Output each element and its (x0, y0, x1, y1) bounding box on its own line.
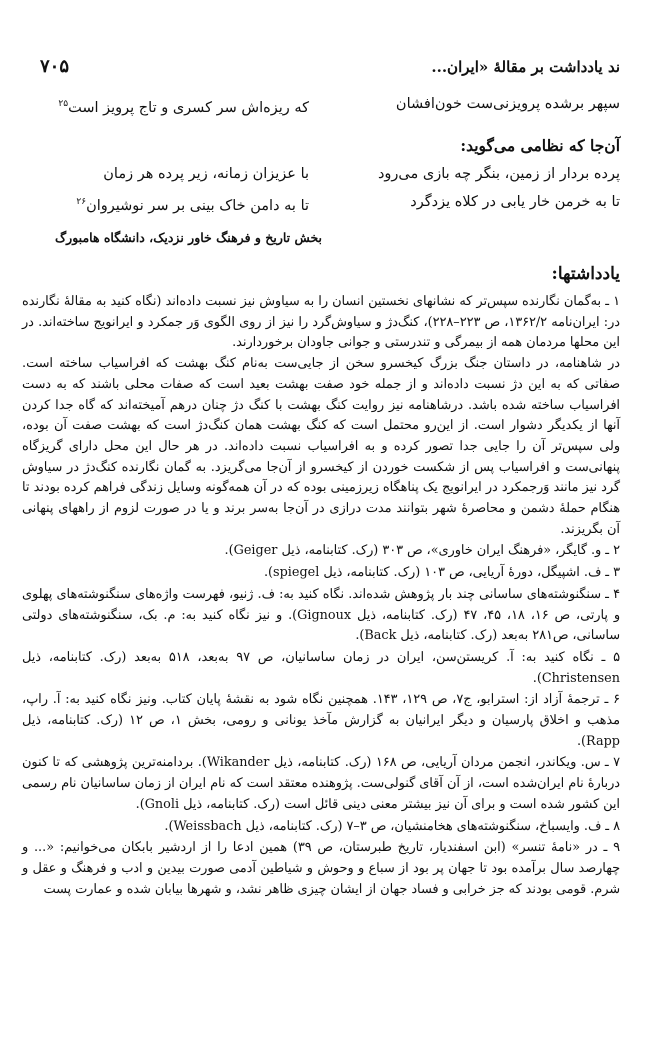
page-header (40, 56, 620, 77)
couplet (22, 192, 620, 216)
running-title: ند یادداشت بر مقالۀ «ایران... (431, 58, 620, 76)
footnote-paragraph: ۶ ـ ترجمۀ آزاد از: استرابو، ج۷، ص ۱۲۹، ۱۴۳. همچنین نگاه شود به نقشۀ پایان کتاب. ونیز نگاه کنید به: آ. راپ، مذهب و اخلاق پارسیان و دیگر ایرانیان به گزارش مآخذ یونانی و رومی، بخش ۱، ص ۱۲ (رک. کتابنامه، ذیل Rapp). (22, 692, 620, 749)
footnote-ref: ۲۵ (58, 99, 69, 109)
page-number: ۷۰۵ (40, 56, 70, 77)
hemistich-left (22, 192, 309, 216)
footnote-paragraph: ۱ ـ به‌گمان نگارنده سپس‌تر که نشانهای نخستین انسان را به سیاوش نیز نسبت داده‌اند (نگاه کنید به مقالۀ نگارنده در: ایران‌نامه ۱۳۶۲/۲، ص ۲۲۳–۲۲۸)، کنگ‌دژ و سیاوش‌گرد را نیز از روی الگوی وَر جمکرد و ایرانویج ساخته‌اند. در این محلها مردمان همه از بیمرگی و تندرستی و جوانی جاودان برخوردارند. (22, 294, 620, 351)
hemistich-left-text: تا به دامن خاک بینی بر سر نوشیروان (86, 197, 310, 214)
footnote-paragraph: ۹ ـ در «نامۀ تنسر» (ابن اسفندیار، تاریخ طبرستان، ص ۳۹) همین ادعا را از اردشیر بابکان می‌خوانیم: «... و چهارصد سال برآمده بود تا جهان پر بود از سباع و وحوش و شیاطین آدمی صورت بیدین و ادب و فرهنگ و عقل و شرم. قومی بودند که جز خرابی و فساد جهان از ایشان چیزی ظاهر نشد، و شهرها بیابان شده و عمارت پست (22, 840, 620, 897)
footnote-item (22, 541, 620, 562)
hemistich-right: پرده بردار از زمین، بنگر چه بازی می‌رود (377, 166, 620, 182)
hemistich-right: تا به خرمن خار یابی در کلاه یزدگرد (410, 194, 620, 210)
footnote-paragraph: ۸ ـ ف. وایسباخ، سنگنوشته‌های هخامنشیان، ص ۳–۷ (رک. کتابنامه، ذیل Weissbach). (164, 818, 620, 834)
hemistich-right: سپهر برشده پرویزنی‌ست خون‌افشان (395, 96, 620, 112)
footnote-item (22, 563, 620, 584)
footnote-item (22, 838, 620, 900)
notes-heading: یادداشتها: (551, 264, 620, 284)
footnote-paragraph: ۳ ـ ف. اشپیگل، دورۀ آریایی، ص ۱۰۳ (رک. کتابنامه، ذیل spiegel). (263, 565, 620, 581)
footnote-item (22, 585, 620, 647)
footnote-item (22, 817, 620, 838)
hemistich-left (22, 94, 309, 118)
poem-verse-1 (22, 94, 620, 126)
couplet (22, 164, 620, 184)
footnote-paragraph: در شاهنامه، در داستان جنگ بزرگ کیخسرو سخن از جایی‌ست به‌نام کنگ بهشت که افراسیاب ساخته است. صفاتی که به این دژ نسبت داده‌اند و از جمله خود صفت بهشت بعید است که صفات محلی باشند که به دست افراسیاب ساخته شده باشد. درشاهنامه نیز روایت کنگ بهشت با کنگ دژ چنان درهم آمیخته‌اند که گاه جدا کردن آنها از یکدیگر دشوار است. از این‌رو محتمل است که کنگ بهشت همان کنگ‌دژ است که بهشت صفت آن بوده، ولی سپس‌تر آن را جایی جدا تصور کرده و به افراسیاب نسبت داده‌اند. در هر حال این محل دارای گریزگاه پنهانی‌ست و افراسیاب پس از شکست خوردن از کیخسرو از آن‌جا می‌گریزد. به گمان نگارنده کنگ‌دژ در سیاوش گرد نیز مانند وَرجمکرد در ایرانویج یک پناهگاه زیرزمینی بوده که در آن همه‌گونه وسایل زندگی فراهم کرده بودند تا هنگام حملۀ دشمن و محاصرۀ شهر بتوانند مدت درازی در آن‌جا به‌سر برند و یا در صورت لزوم از راههای پنهانی آن بگریزند. (22, 356, 620, 537)
poem-verse-2 (22, 164, 620, 224)
footnote-item (22, 292, 620, 540)
footnote-paragraph: ۴ ـ سنگنوشته‌های ساسانی چند بار پژوهش شده‌اند. نگاه کنید به: ف. ژنیو، فهرست واژه‌های سنگنوشته‌های پهلوی و پارتی، ص ۱۶، ۱۸، ۴۵، ۴۷ (رک. کتابنامه، ذیل Gignoux). و نیز نگاه کنید به: م. بک، سنگنوشته‌های دولتی ساسانی، ص۲۸۱ به‌بعد (رک. کتابنامه، ذیل Back). (22, 586, 621, 644)
footnote-item (22, 753, 620, 815)
footnote-paragraph: ۲ ـ و. گایگر، «فرهنگ ایران خاوری»، ص ۳۰۳ (رک. کتابنامه، ذیل Geiger). (224, 543, 620, 559)
footnote-paragraph: ۵ ـ نگاه کنید به: آ. کریستن‌سن، ایران در زمان ساسانیان، ص ۹۷ به‌بعد، ۵۱۸ به‌بعد (رک. کتابنامه، ذیل Christensen). (22, 649, 621, 686)
hemistich-left-text: که ریزه‌اش سر کسری و تاج پرویز است (68, 99, 310, 116)
notes-section (22, 292, 620, 901)
hemistich-left: با عزیزان زمانه، زیر پرده هر زمان (103, 166, 310, 182)
footnote-ref: ۲۶ (76, 197, 87, 207)
couplet (22, 94, 620, 118)
verse-intro: آن‌جا که نظامی می‌گوید: (460, 136, 620, 155)
footnote-item (22, 690, 620, 752)
footnote-item (22, 648, 620, 689)
footnote-paragraph: ۷ ـ س. ویکاندر، انجمن مردان آریایی، ص ۱۶۸ (رک. کتابنامه، ذیل Wikander). بردامنه‌ترین پژوهشی که تا کنون دربارۀ نام ایران‌شده است، از آن آقای گنولی‌ست. پژوهنده معتقد است که نام ایران از زمان ساسانیان نام رسمی این کشور شده است و برای آن نیز بیشتر معنی دینی قائل است (رک. کتابنامه، ذیل Gnoli). (22, 755, 621, 812)
author-affiliation: بخش تاریخ و فرهنگ خاور نزدیک، دانشگاه هامبورگ (54, 230, 322, 245)
